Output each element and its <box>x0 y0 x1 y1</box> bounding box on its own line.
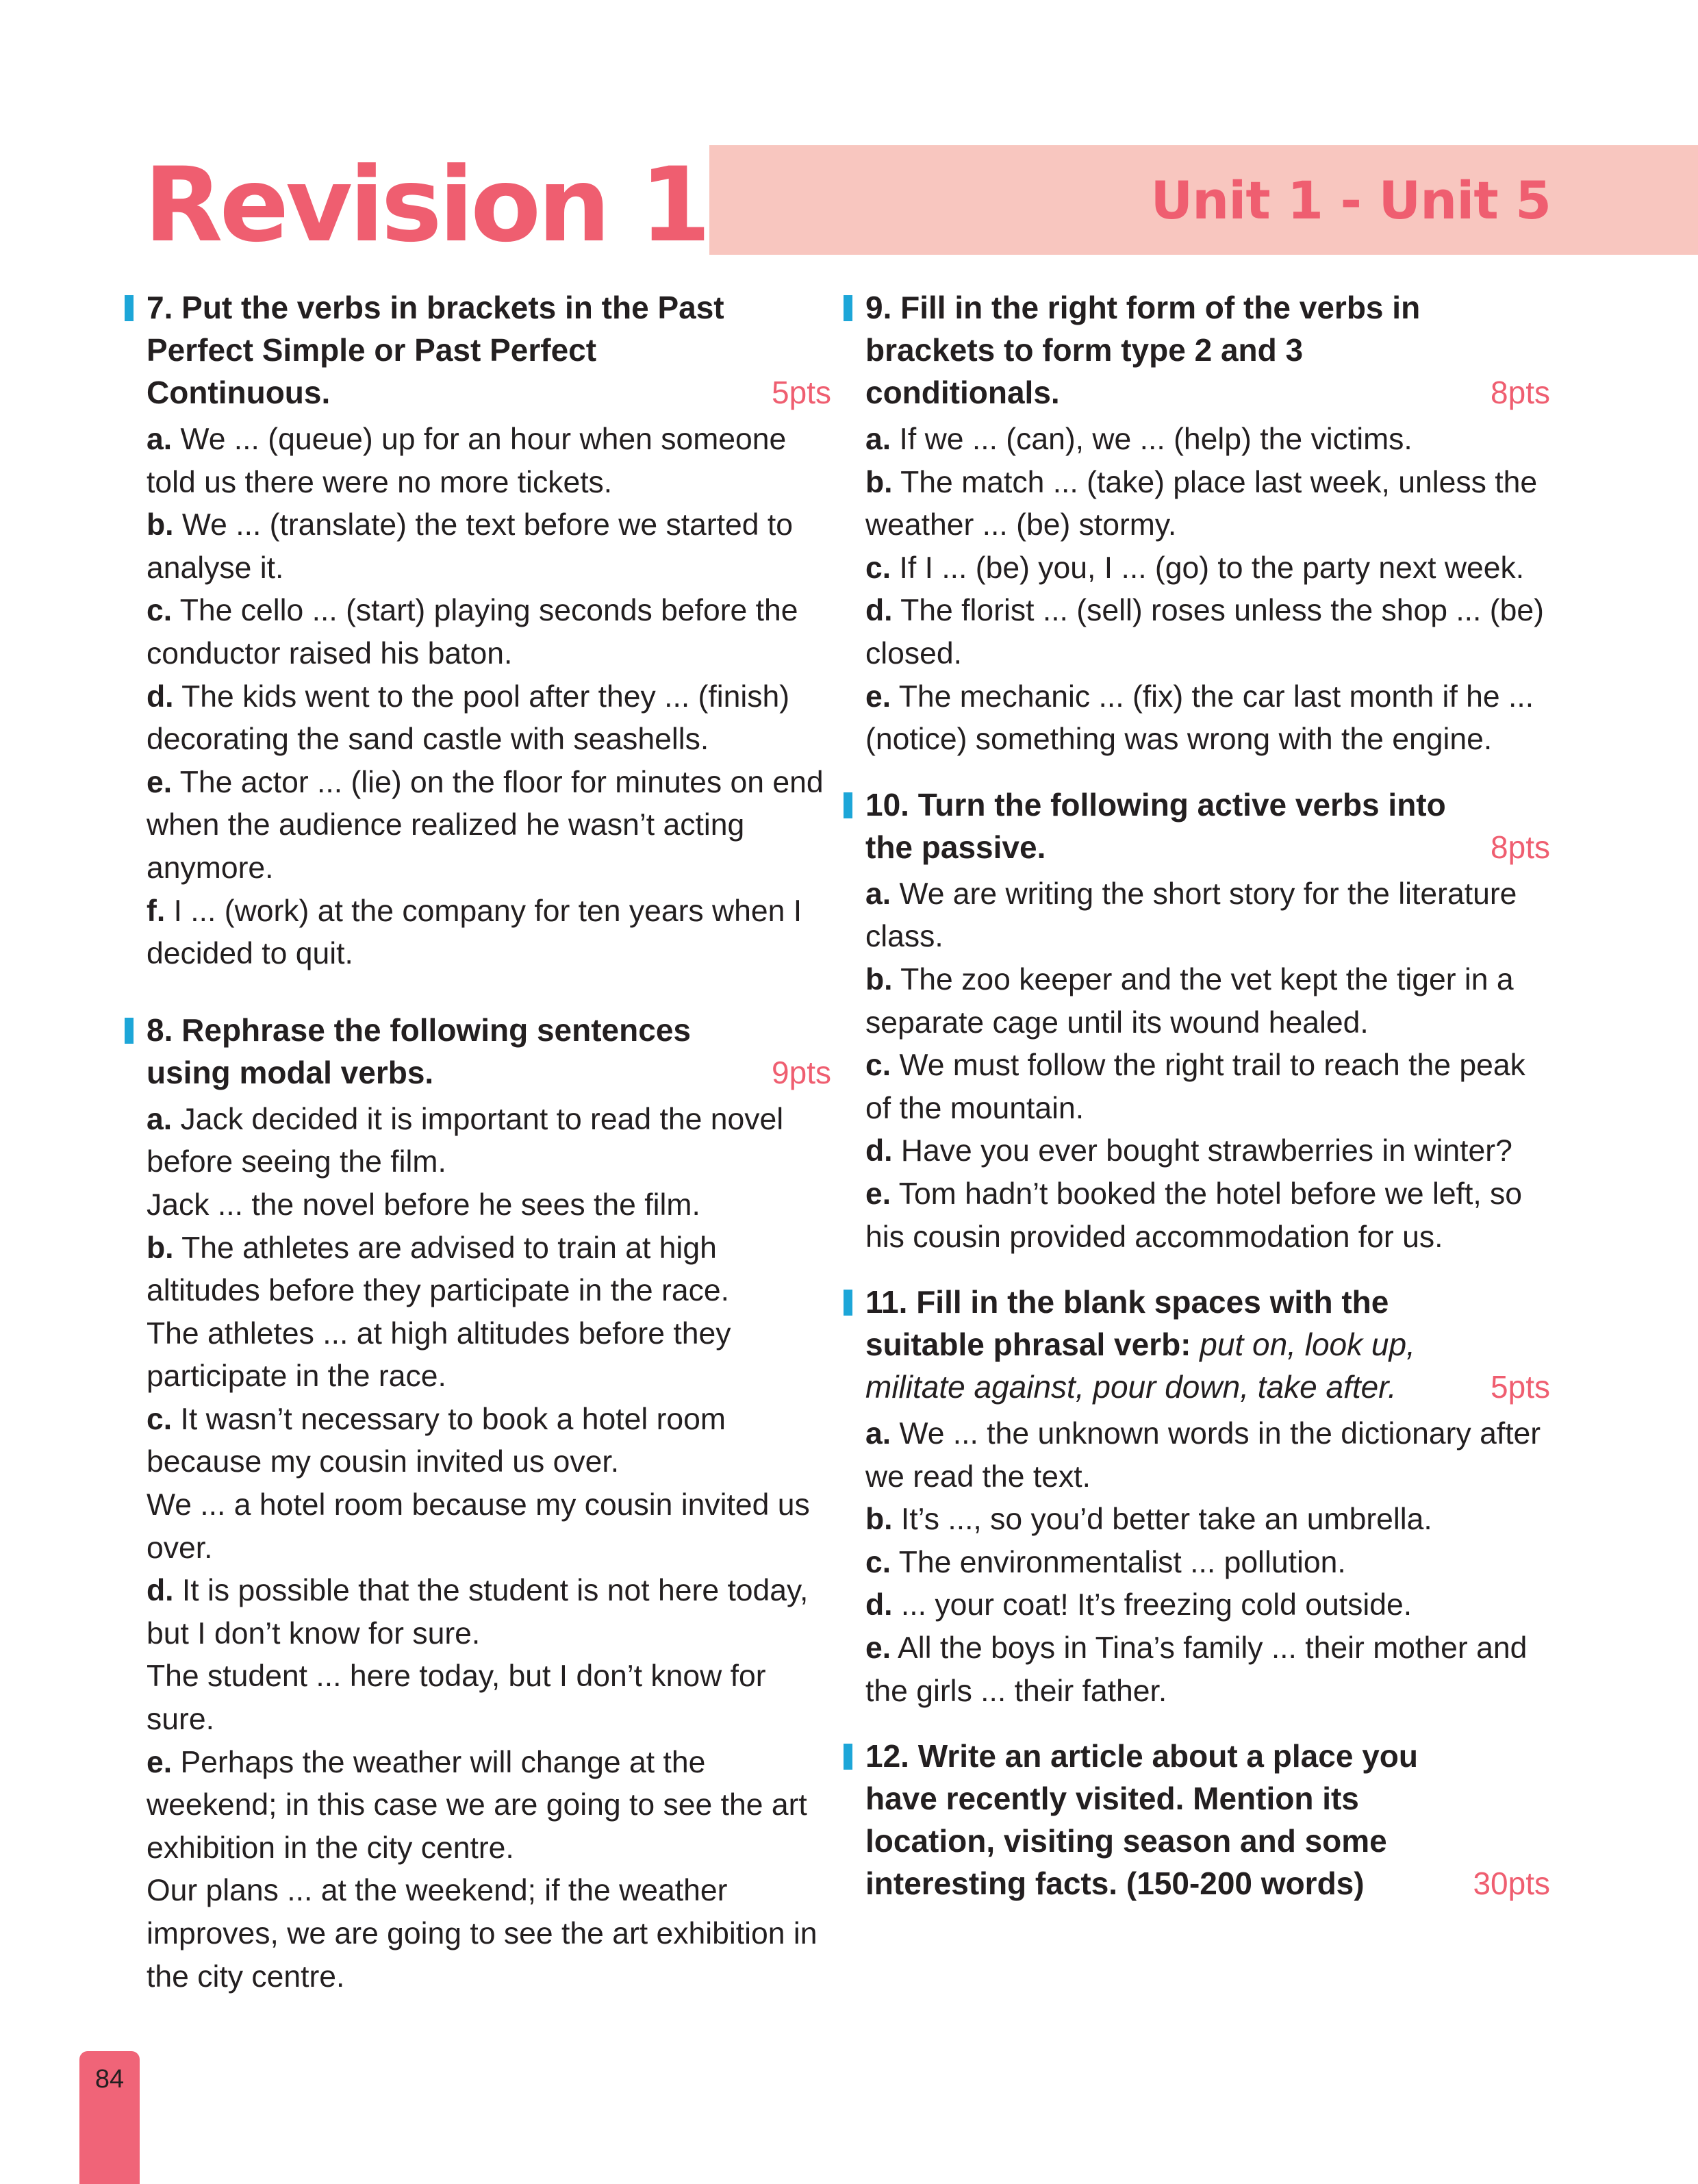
exercise-item: a. We ... the unknown words in the dictionary after we read the text. <box>865 1417 1541 1494</box>
exercise-item: b. It’s ..., so you’d better take an umbrella. <box>865 1503 1432 1537</box>
exercise-11-points: 5pts <box>1491 1369 1550 1405</box>
exercise-11-heading <box>865 1281 1550 1408</box>
exercise-item: a. We ... (queue) up for an hour when someone told us there were no more tickets. <box>147 423 787 499</box>
exercise-8-points: 9pts <box>772 1054 831 1090</box>
exercise-7-instructions: 7. Put the verbs in brackets in the Past Perfect Simple or Past Perfect Continuous. <box>147 290 724 410</box>
exercise-item: d. The florist ... (sell) roses unless the shop ... (be) closed. <box>865 594 1544 670</box>
page-title: Revision 1 <box>144 146 708 265</box>
exercise-item: d. Have you ever bought strawberries in winter? <box>865 1134 1512 1168</box>
exercise-7-points: 5pts <box>772 375 831 410</box>
exercise-10-points: 8pts <box>1491 829 1550 865</box>
exercise-12 <box>844 1735 1550 1905</box>
right-column <box>844 286 1550 1926</box>
page-number: 84 <box>94 2065 125 2094</box>
exercise-answer-line: We ... a hotel room because my cousin invited us over. <box>147 1488 810 1565</box>
exercise-item: a. We are writing the short story for the literature class. <box>865 877 1517 954</box>
exercise-item: e. Perhaps the weather will change at the weekend; in this case we are going to see the art exhibition in the city centre. <box>147 1745 807 1865</box>
exercise-9 <box>844 286 1550 762</box>
exercise-item: c. We must follow the right trail to reach the peak of the mountain. <box>865 1049 1525 1125</box>
exercise-item: c. If I ... (be) you, I ... (go) to the party next week. <box>865 551 1525 585</box>
unit-range-banner <box>709 145 1698 255</box>
exercise-item: c. The cello ... (start) playing seconds before the conductor raised his baton. <box>147 594 798 670</box>
section-marker <box>125 1018 134 1044</box>
exercise-answer-line: Jack ... the novel before he sees the film. <box>147 1188 700 1222</box>
exercise-9-instructions: 9. Fill in the right form of the verbs in brackets to form type 2 and 3 conditionals. <box>865 290 1421 410</box>
exercise-item: b. The zoo keeper and the vet kept the tiger in a separate cage until its wound healed. <box>865 962 1514 1040</box>
exercise-item: d. The kids went to the pool after they ... (finish) decorating the sand castle with seashells. <box>147 679 790 757</box>
exercise-item: b. The match ... (take) place last week, unless the weather ... (be) stormy. <box>865 465 1538 542</box>
exercise-item: d. It is possible that the student is not here today, but I don’t know for sure. <box>147 1574 809 1650</box>
exercise-12-instructions: 12. Write an article about a place you have recently visited. Mention its location, visiting season and some interesting facts. (150-200 words) <box>865 1738 1418 1902</box>
section-marker <box>844 1744 852 1770</box>
exercise-12-heading <box>865 1735 1550 1905</box>
exercise-item: c. It wasn’t necessary to book a hotel room because my cousin invited us over. <box>147 1402 726 1479</box>
exercise-item: a. Jack decided it is important to read the novel before seeing the film. <box>147 1102 784 1179</box>
exercise-item: a. If we ... (can), we ... (help) the victims. <box>865 423 1412 456</box>
exercise-item: d. ... your coat! It’s freezing cold outside. <box>865 1588 1412 1622</box>
exercise-8 <box>125 1009 831 1998</box>
exercise-9-points: 8pts <box>1491 375 1550 410</box>
exercise-item: f. I ... (work) at the company for ten years when I decided to quit. <box>147 894 802 971</box>
exercise-11 <box>844 1281 1550 1713</box>
exercise-10-instructions: 10. Turn the following active verbs into the passive. <box>865 786 1446 865</box>
exercise-10-heading <box>865 783 1550 868</box>
exercise-10 <box>844 783 1550 1259</box>
exercise-11-instructions: 11. Fill in the blank spaces with the suitable phrasal verb: <box>865 1284 1389 1363</box>
exercise-12-points: 30pts <box>1473 1866 1550 1902</box>
unit-range-label: Unit 1 - Unit 5 <box>1150 169 1551 231</box>
exercise-11-options: put on, look up, militate against, pour down, take after. <box>865 1327 1415 1405</box>
left-column <box>125 286 831 2020</box>
exercise-item: c. The environmentalist ... pollution. <box>865 1545 1346 1579</box>
section-marker <box>125 295 134 321</box>
exercise-item: e. Tom hadn’t booked the hotel before we left, so his cousin provided accommodation for us. <box>865 1177 1523 1254</box>
section-marker <box>844 792 852 818</box>
exercise-7 <box>125 286 831 976</box>
exercise-item: b. The athletes are advised to train at high altitudes before they participate in the race. <box>147 1231 729 1308</box>
exercise-answer-line: The athletes ... at high altitudes before they participate in the race. <box>147 1316 731 1394</box>
exercise-7-heading <box>147 286 831 414</box>
exercise-item: e. The actor ... (lie) on the floor for minutes on end when the audience realized he wasn’t acting anymore. <box>147 765 824 885</box>
page-number-tab <box>79 2051 140 2184</box>
exercise-answer-line: The student ... here today, but I don’t know for sure. <box>147 1659 766 1737</box>
exercise-8-heading <box>147 1009 831 1094</box>
exercise-item: b. We ... (translate) the text before we started to analyse it. <box>147 508 793 585</box>
exercise-item: e. All the boys in Tina’s family ... their mother and the girls ... their father. <box>865 1631 1528 1708</box>
exercise-9-heading <box>865 286 1550 414</box>
exercise-answer-line: Our plans ... at the weekend; if the weather improves, we are going to see the art exhibition in the city centre. <box>147 1874 818 1994</box>
exercise-8-instructions: 8. Rephrase the following sentences using modal verbs. <box>147 1012 691 1090</box>
section-marker <box>844 295 852 321</box>
exercise-item: e. The mechanic ... (fix) the car last month if he ... (notice) something was wrong with the engine. <box>865 679 1534 757</box>
section-marker <box>844 1290 852 1316</box>
